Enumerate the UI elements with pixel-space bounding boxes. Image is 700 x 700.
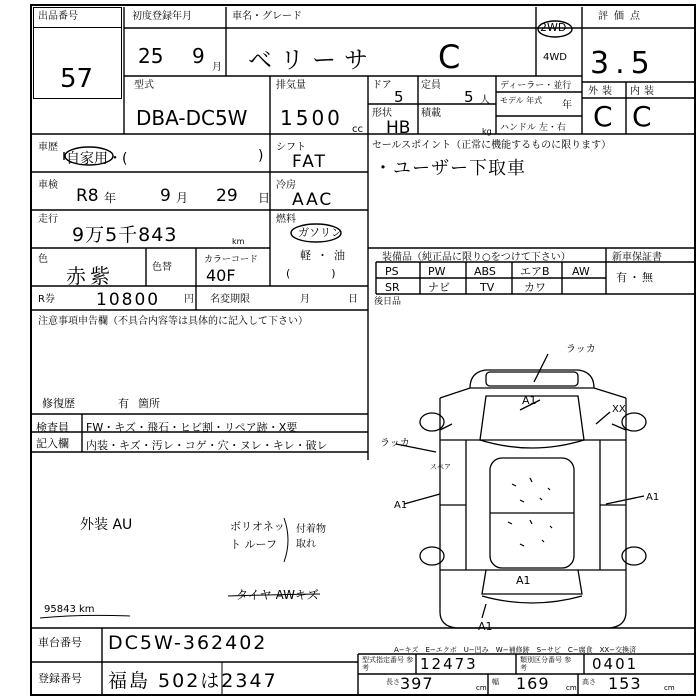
model-value: DBA-DC5W (136, 106, 248, 130)
equip-sr: SR (385, 281, 400, 294)
displacement-value: 1500 (280, 106, 343, 130)
inspector-label-2: 記入欄 (36, 437, 69, 450)
doors-value: 5 (394, 88, 404, 106)
equip-airbag: エアB (520, 265, 550, 278)
interior-grade: C (632, 100, 652, 133)
warranty-value: 有・無 (616, 271, 655, 284)
model-label: 型式 (134, 80, 154, 91)
car-name-value: ベリーサ (248, 46, 376, 74)
shape-value: HB (386, 118, 411, 138)
mark-left-note: ラッカ (380, 438, 410, 449)
shift-label: シフト (276, 142, 306, 153)
length-value: 397 (400, 674, 434, 693)
displacement-label: 排気量 (276, 80, 306, 91)
load-label: 積載 (421, 108, 441, 119)
equip-pw: PW (428, 265, 446, 278)
color-value: 赤紫 (66, 264, 114, 288)
capacity-label: 定員 (421, 80, 441, 91)
inspector-row-1: FW・キズ・飛石・ヒビ割・リペア跡・X要 (86, 421, 298, 434)
inspection-label: 車検 (38, 180, 58, 191)
height-label: 高さ (582, 678, 596, 686)
repair-label: 修復歴 (42, 397, 75, 410)
height-value: 153 (608, 674, 642, 693)
equip-tv: TV (480, 281, 495, 294)
shift-value: FAT (292, 152, 327, 172)
registration-label: 登録番号 (38, 672, 82, 685)
first-reg-label: 初度登録年月 (132, 11, 192, 22)
color-label: 色 (38, 254, 48, 265)
model-year-label: モデル 年式 (500, 96, 543, 105)
color-code-value: 40F (206, 266, 236, 285)
name-change-label: 名変期限 (210, 294, 250, 305)
registration-value: 福島 502は2347 (108, 670, 278, 692)
ac-value: AAC (292, 190, 334, 210)
equip-abs: ABS (474, 265, 496, 278)
ac-label: 冷房 (276, 180, 296, 191)
width-label: 幅 (492, 678, 499, 686)
notes-label: 注意事項申告欄（不具合内容等は具体的に記入して下さい） (38, 316, 308, 327)
fuel-other: ( ) (286, 267, 338, 280)
first-reg-month: 9 (192, 44, 205, 68)
car-name-label: 車名・グレード (232, 11, 302, 22)
mark-spare: スペア (430, 463, 451, 471)
lot-number: 57 (60, 64, 94, 94)
handle-label: ハンドル 左・右 (500, 123, 566, 133)
first-reg-year: 25 (138, 44, 164, 68)
inspection-era: R8 (76, 186, 99, 206)
recycle-unit: 円 (184, 294, 194, 305)
exterior-grade: C (593, 100, 613, 133)
mark-hood-a1: A1 (522, 394, 537, 407)
capacity-value: 5 (464, 88, 474, 106)
length-unit: cm (476, 684, 487, 692)
name-change-month-unit: 月 (300, 294, 310, 305)
exterior-label: 外装 (588, 86, 616, 97)
capacity-unit: 人 (480, 95, 490, 106)
interior-label: 内装 (630, 86, 658, 97)
sales-point-label: セールスポイント（正常に機能するものに限ります） (372, 140, 612, 151)
warranty-label: 新車保証書 (612, 252, 662, 263)
note-roof: ボリオネット ルーフ (230, 520, 285, 551)
inspection-month: 9 (160, 186, 171, 206)
note-tire: タイヤ AWキズ (236, 588, 319, 602)
history-options: 自家用・( (66, 151, 128, 167)
inspection-day: 29 (216, 186, 238, 206)
length-label: 長さ (386, 678, 400, 686)
fuel-label: 燃料 (276, 214, 296, 225)
recycle-value: 10800 (96, 290, 161, 310)
car-diagram (396, 354, 646, 628)
cat-no-value: 12473 (420, 655, 478, 673)
drive-4wd: 4WD (543, 52, 567, 63)
width-unit: cm (566, 684, 577, 692)
inspection-year-unit: 年 (104, 191, 117, 205)
inspection-day-unit: 日 (258, 191, 271, 205)
model-year-unit: 年 (562, 100, 572, 111)
cat-no-label: 型式指定番号 参考 (362, 656, 414, 672)
mark-rear-a1: A1 (516, 574, 531, 587)
history-label: 車歴 (38, 142, 58, 153)
lot-label: 出品番号 (38, 11, 78, 22)
damage-legend: A−キズ E−エクボ U−凹み W−補修跡 S−サビ C−腐食 XX−交換済 (394, 646, 637, 654)
dealer-label: ディーラー・並行 (500, 81, 572, 91)
mark-bottom-a1: A1 (478, 620, 493, 633)
doors-label: ドア (372, 80, 392, 91)
rear-items-label: 後日品 (374, 297, 402, 307)
displacement-unit: cc (352, 124, 363, 135)
inspection-month-unit: 月 (176, 191, 189, 205)
inspector-row-2: 内装・キズ・汚レ・コゲ・穴・ヌレ・キレ・破レ (86, 439, 328, 452)
grade-value: C (438, 38, 461, 76)
mark-right-a1: A1 (646, 492, 660, 503)
score-label: 評価点 (598, 11, 646, 22)
shape-label: 形状 (372, 108, 392, 119)
drive-2wd: 2WD (540, 21, 567, 34)
first-reg-month-unit: 月 (212, 62, 222, 73)
note-deposit: 付着物 取れ (296, 524, 326, 550)
width-value: 169 (516, 674, 550, 693)
mark-left-a1: A1 (394, 500, 408, 511)
fuel-gasoline: ガソリン (298, 226, 342, 239)
history-close: ) (258, 148, 264, 164)
repair-location: 箇所 (138, 397, 160, 410)
note-exterior: 外装 AU (80, 517, 133, 533)
color-code-label: カラーコード (204, 255, 259, 265)
mark-xx: XX (612, 404, 626, 415)
height-unit: cm (664, 684, 675, 692)
chassis-value: DC5W-362402 (108, 632, 268, 654)
equip-leather: カワ (524, 281, 546, 294)
cat-class-label: 類別区分番号 参考 (520, 656, 572, 672)
note-odometer: 95843 km (44, 604, 95, 615)
equip-aw: AW (572, 265, 590, 278)
inspector-label: 検査員 (36, 421, 69, 434)
equipment-label: 装備品（純正品に限り○をつけて下さい） (382, 252, 571, 263)
sales-point-value: ・ユーザー下取車 (374, 158, 526, 179)
recycle-label: R券 (38, 294, 55, 305)
mileage-label: 走行 (38, 214, 58, 225)
chassis-label: 車台番号 (38, 636, 82, 649)
cat-class-value: 0401 (592, 655, 639, 673)
mark-top: ラッカ (566, 344, 596, 355)
equip-navi: ナビ (428, 281, 450, 294)
mileage-unit: km (232, 237, 245, 246)
mileage-value: 9万5千843 (72, 224, 178, 246)
equip-ps: PS (385, 265, 399, 278)
repair-value: 有 (118, 397, 129, 410)
name-change-day-unit: 日 (348, 294, 358, 305)
color-change-label: 色替 (152, 262, 172, 273)
load-unit: kg (482, 127, 492, 136)
fuel-diesel: 軽・油 (300, 249, 351, 262)
score-value: 3.5 (590, 46, 656, 81)
